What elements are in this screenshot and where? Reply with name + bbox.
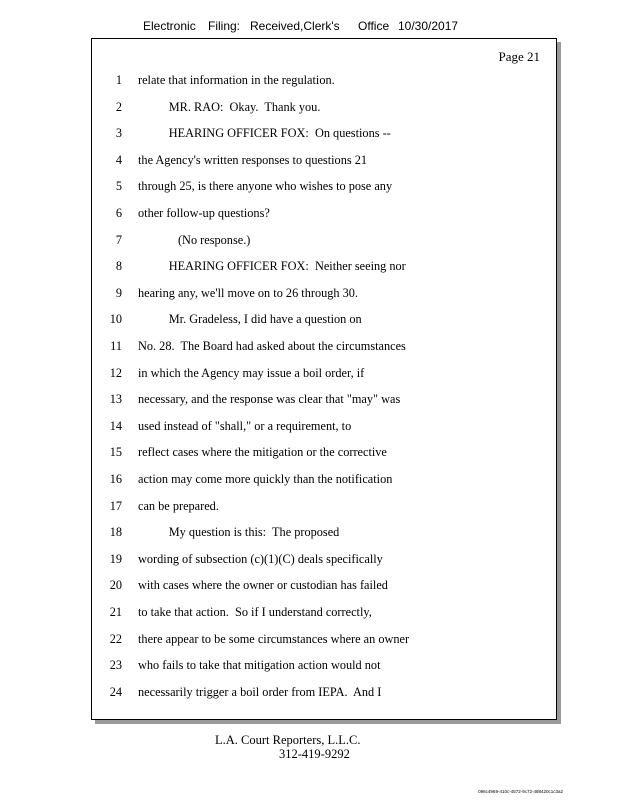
line-number: 16 (109, 472, 122, 486)
document-hash: 096c4969-410c-4572-9c72-488420c1c3a2 (478, 789, 563, 794)
transcript-line (92, 419, 556, 439)
transcript-line (92, 658, 556, 678)
line-text: through 25, is there anyone who wishes to pose any (138, 179, 393, 194)
transcript-line (92, 445, 556, 465)
transcript-line (92, 392, 556, 412)
transcript-line (92, 472, 556, 492)
transcript-line (92, 366, 556, 386)
line-text: other follow-up questions? (138, 206, 270, 220)
line-number: 3 (115, 126, 122, 141)
line-number: 4 (115, 152, 122, 167)
line-number: 7 (115, 232, 122, 247)
filing-received: Received,Clerk's (250, 19, 340, 33)
transcript-line (92, 632, 556, 652)
line-number: 19 (109, 551, 122, 566)
filing-electronic: Electronic (143, 19, 196, 33)
transcript-line (92, 126, 556, 146)
transcript-line (92, 153, 556, 173)
line-text: HEARING OFFICER FOX: On questions -- (138, 126, 391, 141)
page-number: Page 21 (498, 49, 540, 64)
line-number: 20 (109, 578, 122, 593)
line-text: to take that action. So if I understand correctly, (138, 605, 372, 619)
line-text: My question is this: The proposed (138, 525, 340, 540)
line-text: necessarily trigger a boil order from IEPA. And I (138, 684, 382, 699)
filing-date: 10/30/2017 (398, 19, 459, 33)
line-number: 10 (109, 312, 122, 327)
line-text: action may come more quickly than the notification (138, 472, 393, 486)
transcript-line (92, 233, 556, 253)
line-text: reflect cases where the mitigation or the corrective (138, 445, 387, 460)
line-text: with cases where the owner or custodian has failed (138, 578, 388, 593)
line-text: MR. RAO: Okay. Thank you. (138, 99, 321, 114)
line-text: used instead of "shall," or a requirement, to (138, 418, 352, 433)
footer-phone: 312-419-9292 (279, 747, 350, 761)
line-number: 6 (115, 206, 122, 220)
line-number: 13 (109, 392, 122, 407)
transcript-line (92, 206, 556, 226)
transcript-line (92, 525, 556, 545)
line-text: there appear to be some circumstances where an owner (138, 631, 410, 646)
line-number: 8 (115, 259, 122, 274)
line-text: who fails to take that mitigation action would not (138, 658, 381, 673)
filing-stamp (0, 19, 618, 37)
line-text: hearing any, we'll move on to 26 through 30. (138, 285, 358, 300)
line-text: (No response.) (138, 232, 251, 247)
line-text: the Agency's written responses to questions 21 (138, 152, 367, 167)
transcript-line (92, 259, 556, 279)
transcript-line (92, 286, 556, 306)
transcript-line (92, 179, 556, 199)
line-number: 1 (115, 73, 122, 87)
line-number: 12 (109, 365, 122, 380)
transcript-line (92, 339, 556, 359)
line-text: Mr. Gradeless, I did have a question on (138, 312, 362, 327)
line-text: wording of subsection (c)(1)(C) deals specifically (138, 551, 383, 566)
line-text: relate that information in the regulation. (138, 73, 335, 87)
line-number: 5 (115, 179, 122, 194)
line-text: necessary, and the response was clear that "may" was (138, 392, 401, 407)
line-text: in which the Agency may issue a boil order, if (138, 365, 365, 380)
transcript-line (92, 578, 556, 598)
line-number: 21 (109, 605, 122, 619)
line-number: 23 (109, 658, 122, 673)
line-number: 9 (115, 285, 122, 300)
line-text: HEARING OFFICER FOX: Neither seeing nor (138, 259, 406, 274)
filing-office: Office (358, 19, 390, 33)
line-text: No. 28. The Board had asked about the circumstances (138, 339, 406, 353)
line-number: 22 (109, 631, 122, 646)
filing-label: Filing: (208, 19, 241, 33)
transcript-page (91, 38, 557, 720)
transcript-line (92, 552, 556, 572)
line-number: 24 (109, 684, 122, 699)
line-number: 2 (115, 99, 122, 114)
line-number: 15 (109, 445, 122, 460)
footer-company: L.A. Court Reporters, L.L.C. (215, 733, 361, 747)
transcript-line (92, 605, 556, 625)
line-text: can be prepared. (138, 498, 219, 513)
transcript-line (92, 685, 556, 705)
line-number: 17 (109, 498, 122, 513)
line-number: 14 (109, 418, 122, 433)
line-number: 11 (110, 339, 122, 353)
line-number: 18 (109, 525, 122, 540)
transcript-line (92, 312, 556, 332)
transcript-line (92, 499, 556, 519)
transcript-line (92, 73, 556, 93)
transcript-line (92, 100, 556, 120)
